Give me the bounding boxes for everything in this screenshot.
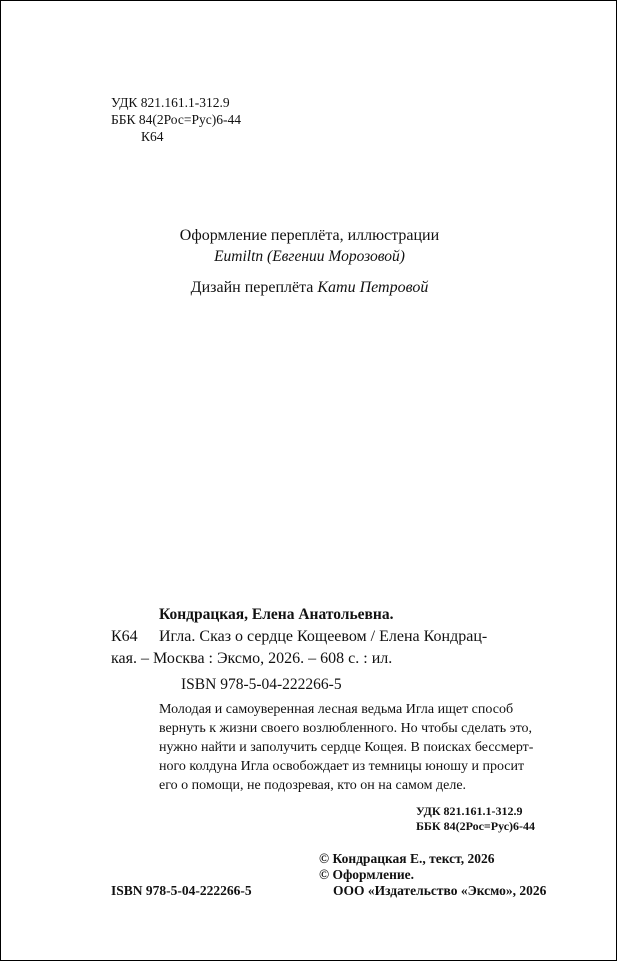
binding-designer-name: Кати Петровой <box>317 279 429 296</box>
catalog-bbk: ББК 84(2Рос=Рус)6-44 <box>416 819 536 833</box>
binding-design-credit <box>1 279 617 297</box>
binding-design-label: Дизайн переплёта <box>190 279 314 296</box>
catalog-udk: УДК 821.161.1-312.9 <box>416 804 523 818</box>
author-mark-top: К64 <box>141 129 164 144</box>
illustrator-name: Eumiltn (Евгении Морозовой) <box>214 248 405 265</box>
copyright-design: © Оформление. <box>319 867 415 882</box>
annotation-line: вернуть к жизни своего возлюбленного. Но чтобы сделать это, <box>159 721 533 736</box>
illustrator-credit <box>1 248 617 266</box>
annotation-line: Молодая и самоуверенная лесная ведьма Игла ищет способ <box>159 702 514 717</box>
copyright-text: © Кондрацкая Е., текст, 2026 <box>319 851 495 866</box>
cover-design-label: Оформление переплёта, иллюстрации <box>179 227 440 244</box>
footer-isbn: ISBN 978-5-04-222266-5 <box>111 883 252 898</box>
udk-code-top: УДК 821.161.1-312.9 <box>111 95 230 110</box>
copyright-publisher: ООО «Издательство «Эксмо», 2026 <box>333 883 547 898</box>
annotation-line: нужно найти и заполучить сердце Кощея. В поисках бессмерт- <box>159 740 534 755</box>
catalog-title-line-2: кая. – Москва : Эксмо, 2026. – 608 с. : ил. <box>111 650 393 667</box>
annotation-line: его о помощи, не подозревая, кто он на самом деле. <box>159 778 467 793</box>
catalog-author-heading: Кондрацкая, Елена Анатольевна. <box>159 606 394 623</box>
catalog-author-mark: К64 <box>111 628 138 645</box>
catalog-isbn: ISBN 978-5-04-222266-5 <box>181 676 342 693</box>
catalog-title-line-1: Игла. Сказ о сердце Кощеевом / Елена Кондрац- <box>159 628 488 645</box>
annotation-line: ного колдуна Игла освобождает из темницы юношу и просит <box>159 759 525 774</box>
bbk-code-top: ББК 84(2Рос=Рус)6-44 <box>111 112 241 127</box>
